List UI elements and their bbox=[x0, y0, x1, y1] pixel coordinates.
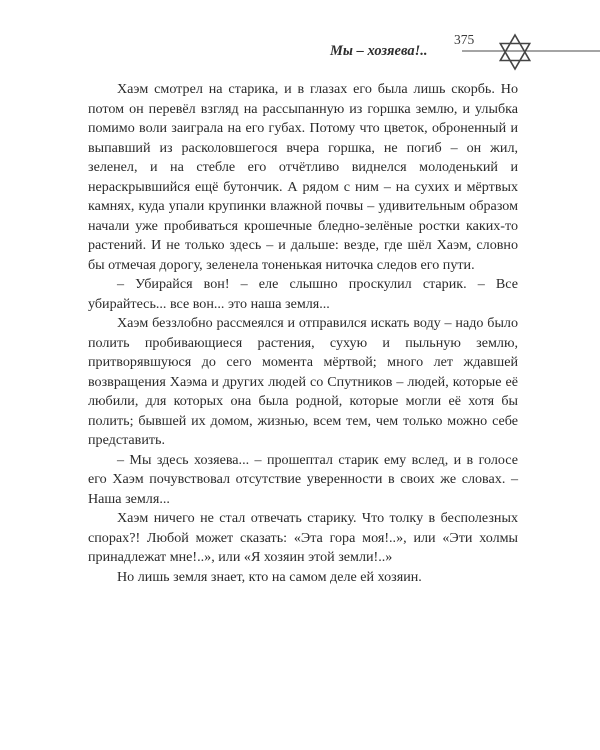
paragraph: Хаэм ничего не стал отвечать старику. Что толку в бесполезных спорах?! Любой может сказать: «Эта гора моя!..», или «Эти холмы принадлежат мне!..», или «Я хозяин этой земли!..» bbox=[88, 510, 518, 565]
paragraph: Хаэм беззлобно рассмеялся и отправился искать воду – надо было полить пробивающиеся растения, сухую и пыльную землю, притворявшуюся до сего момента мёртвой; много лет ждавшей возвращения Хаэма и других людей со Спутников – людей, которые её любили, для которых она была родной, которые могли её хотя бы полить; бывшей их домом, жизнью, всем тем, чем только можно себе представить. bbox=[88, 315, 518, 448]
page-number: 375 bbox=[454, 32, 475, 47]
paragraph: – Мы здесь хозяева... – прошептал старик ему вслед, и в голосе его Хаэм почувствовал отсутствие уверенности в своих же словах. – Наша земля... bbox=[88, 451, 518, 507]
paragraph: Хаэм смотрел на старика, и в глазах его была лишь скорбь. Но потом он перевёл взгляд на рассыпанную из горшка землю, и улыбка помимо воли заиграла на его губах. Потому что цветок, оброненный и выпавший из расколовшегося вчера горшка, не погиб – он жил, зеленел, и на стебле его отчётливо виднелся молоденький и нераскрывшийся ещё бутончик. А рядом с ним – на сухих и мёртвых камнях, куда упали крупинки влажной почвы – удивительным образом начали уже пробиваться крошечные бледно-зелёные ростки каких-то растений. И не только здесь – и дальше: везде, где шёл Хаэм, словно бы отмечая дорогу, зеленела тоненькая ниточка следов его пути. bbox=[88, 81, 518, 273]
paragraph: – Убирайся вон! – еле слышно проскулил старик. – Все убирайтесь... все вон... это наша земля... bbox=[88, 276, 518, 312]
body-text bbox=[88, 80, 518, 587]
star-of-david-icon bbox=[495, 32, 535, 72]
paragraph: Но лишь земля знает, кто на самом деле ей хозяин. bbox=[117, 568, 422, 585]
running-header bbox=[318, 32, 550, 72]
running-title: Мы – хозяева!.. bbox=[330, 43, 428, 59]
